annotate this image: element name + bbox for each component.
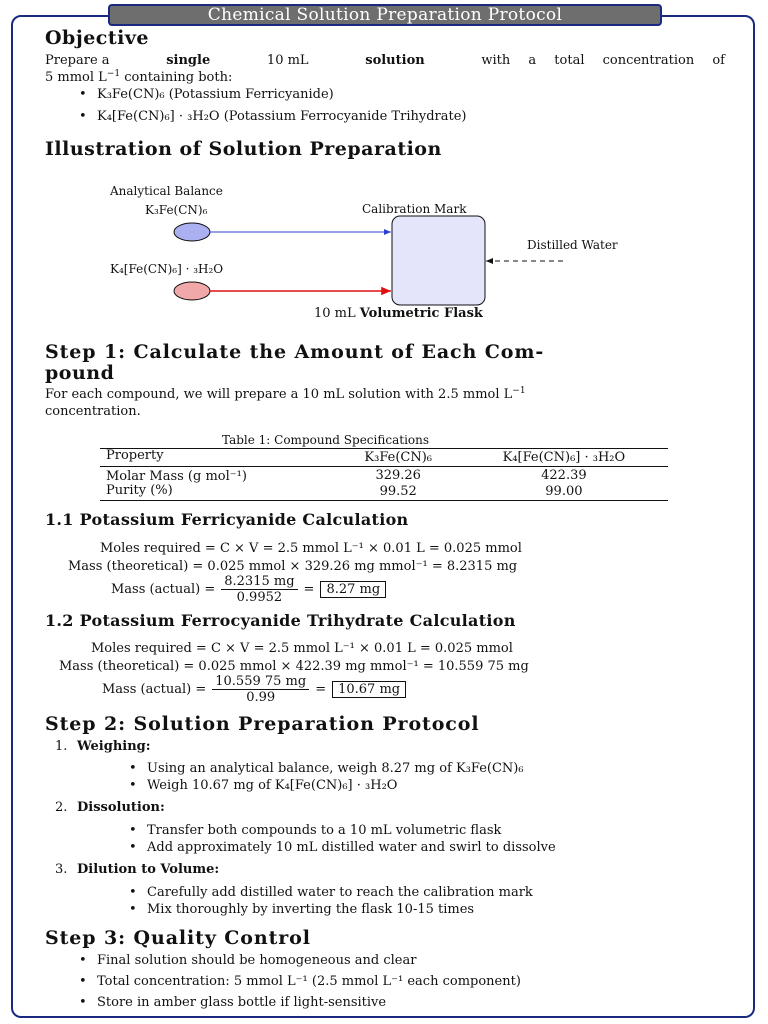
- step-sublist: [45, 884, 745, 918]
- list-item: • K₃Fe(CN)₆ (Potassium Ferricyanide): [45, 86, 725, 103]
- table-cell: 329.26: [375, 467, 421, 483]
- calc2-mass-theory: Mass (theoretical) = 0.025 mmol × 422.39 mg mmol⁻¹ = 10.559 75 mg: [59, 659, 529, 674]
- equals-sign: =: [303, 582, 315, 597]
- calc1-result: 8.27 mg: [320, 581, 386, 598]
- step1-intro: [45, 386, 725, 420]
- step-item: [45, 862, 745, 879]
- list-item: • Add approximately 10 mL distilled water and swirl to dissolve: [45, 839, 745, 856]
- step1-heading: [45, 342, 725, 384]
- table-header: Property: [106, 448, 164, 463]
- step-number: 1.: [55, 739, 68, 754]
- step1-heading-line1: Step 1: Calculate the Amount of Each Com-: [45, 341, 545, 363]
- compound1-circle: [174, 223, 210, 241]
- step-sublist: [45, 822, 745, 856]
- step1-intro-line2: concentration.: [45, 404, 141, 419]
- illustration-heading: Illustration of Solution Preparation: [45, 138, 442, 160]
- step-item: [45, 739, 745, 756]
- step3-heading: Step 3: Quality Control: [45, 927, 311, 949]
- spec-table: [100, 449, 668, 500]
- table-cell: Molar Mass (g mol⁻¹): [106, 469, 247, 484]
- table-row: [100, 484, 668, 500]
- calc1-moles: Moles required = C × V = 2.5 mmol L⁻¹ × 0.01 L = 0.025 mmol: [100, 541, 522, 556]
- step-title: Dilution to Volume:: [77, 862, 220, 877]
- table-cell: 99.52: [379, 484, 417, 499]
- step-title: Dissolution:: [77, 800, 165, 815]
- objective-text-sup: −1: [106, 69, 121, 79]
- step1-intro-sup: −1: [512, 386, 526, 396]
- objective-text-mid: 10 mL: [266, 53, 309, 68]
- table-cell: 422.39: [541, 467, 587, 483]
- step-number: 3.: [55, 862, 68, 877]
- objective-text-pre: Prepare a: [45, 53, 110, 68]
- calc2-moles: Moles required = C × V = 2.5 mmol L⁻¹ × 0.01 L = 0.025 mmol: [91, 641, 513, 656]
- compound2-label: K₄[Fe(CN)₆] · ₃H₂O: [110, 262, 224, 276]
- water-label: Distilled Water: [527, 238, 618, 252]
- table-cell: Purity (%): [106, 483, 173, 498]
- calc1-mass-theory: Mass (theoretical) = 0.025 mmol × 329.26 mg mmol⁻¹ = 8.2315 mg: [68, 559, 518, 574]
- step-title: Weighing:: [77, 739, 151, 754]
- calc1-heading: 1.1 Potassium Ferricyanide Calculation: [45, 510, 409, 529]
- flask-icon: [392, 216, 485, 305]
- calc2-mass-label: Mass (actual) =: [102, 682, 207, 697]
- illustration-diagram: [0, 0, 768, 340]
- calc2-fraction: [212, 674, 309, 705]
- balance-label: Analytical Balance: [110, 184, 223, 198]
- objective-text-bold1: single: [166, 53, 211, 68]
- objective-text-line2: 5 mmol L: [45, 70, 107, 85]
- page-title: Chemical Solution Preparation Protocol: [108, 4, 662, 26]
- step1-heading-line2: pound: [45, 362, 115, 384]
- step2-steps: [45, 739, 745, 918]
- table-header: K₄[Fe(CN)₆] · ₃H₂O: [502, 449, 626, 465]
- objective-heading: Objective: [45, 27, 149, 49]
- list-item: • Carefully add distilled water to reach the calibration mark: [45, 884, 745, 901]
- calc2-denominator: 0.99: [246, 690, 276, 705]
- calc2-heading: 1.2 Potassium Ferrocyanide Trihydrate Calculation: [45, 611, 516, 630]
- calc2-result: 10.67 mg: [332, 681, 406, 698]
- list-item: • K₄[Fe(CN)₆] · ₃H₂O (Potassium Ferrocyanide Trihydrate): [45, 108, 725, 125]
- list-item: • Weigh 10.67 mg of K₄[Fe(CN)₆] · ₃H₂O: [45, 777, 745, 794]
- spec-table-wrap: [100, 448, 668, 501]
- step2-heading: Step 2: Solution Preparation Protocol: [45, 713, 480, 735]
- compound2-circle: [174, 282, 210, 300]
- step1-intro-line1: For each compound, we will prepare a 10 mL solution with 2.5 mmol L: [45, 387, 513, 402]
- list-item: • Using an analytical balance, weigh 8.27 mg of K₃Fe(CN)₆: [45, 760, 745, 777]
- table-header: K₃Fe(CN)₆: [364, 449, 432, 465]
- calc1-numerator: 8.2315 mg: [221, 574, 297, 590]
- compound1-label: K₃Fe(CN)₆: [145, 203, 208, 217]
- objective-text-bold2: solution: [365, 53, 425, 68]
- flask-label-name: Volumetric Flask: [359, 306, 483, 321]
- calc1-mass-label: Mass (actual) =: [111, 582, 216, 597]
- step-sublist: [45, 760, 745, 794]
- table-cell: 99.00: [545, 484, 583, 499]
- calc2-mass-actual: [102, 674, 406, 705]
- calibration-label: Calibration Mark: [362, 202, 467, 216]
- calc1-mass-actual: [111, 574, 386, 605]
- step-item: [45, 800, 745, 817]
- equals-sign: =: [315, 682, 327, 697]
- table-row: [100, 467, 668, 485]
- calc2-numerator: 10.559 75 mg: [212, 674, 309, 690]
- list-item: • Total concentration: 5 mmol L⁻¹ (2.5 mmol L⁻¹ each component): [45, 973, 745, 990]
- calc1-fraction: [221, 574, 297, 605]
- list-item: • Store in amber glass bottle if light-sensitive: [45, 994, 745, 1011]
- list-item: • Transfer both compounds to a 10 mL volumetric flask: [45, 822, 745, 839]
- flask-label-volume: 10 mL: [314, 306, 356, 321]
- objective-text-line2-post: containing both:: [124, 70, 233, 85]
- objective-text-post: with a total concentration of: [481, 53, 725, 68]
- step-number: 2.: [55, 800, 68, 815]
- table-caption: Table 1: Compound Specifications: [222, 433, 430, 447]
- list-item: • Mix thoroughly by inverting the flask 10-15 times: [45, 901, 745, 918]
- calc1-denominator: 0.9952: [236, 590, 283, 605]
- step3-list: [45, 952, 745, 1011]
- list-item: • Final solution should be homogeneous and clear: [45, 952, 745, 969]
